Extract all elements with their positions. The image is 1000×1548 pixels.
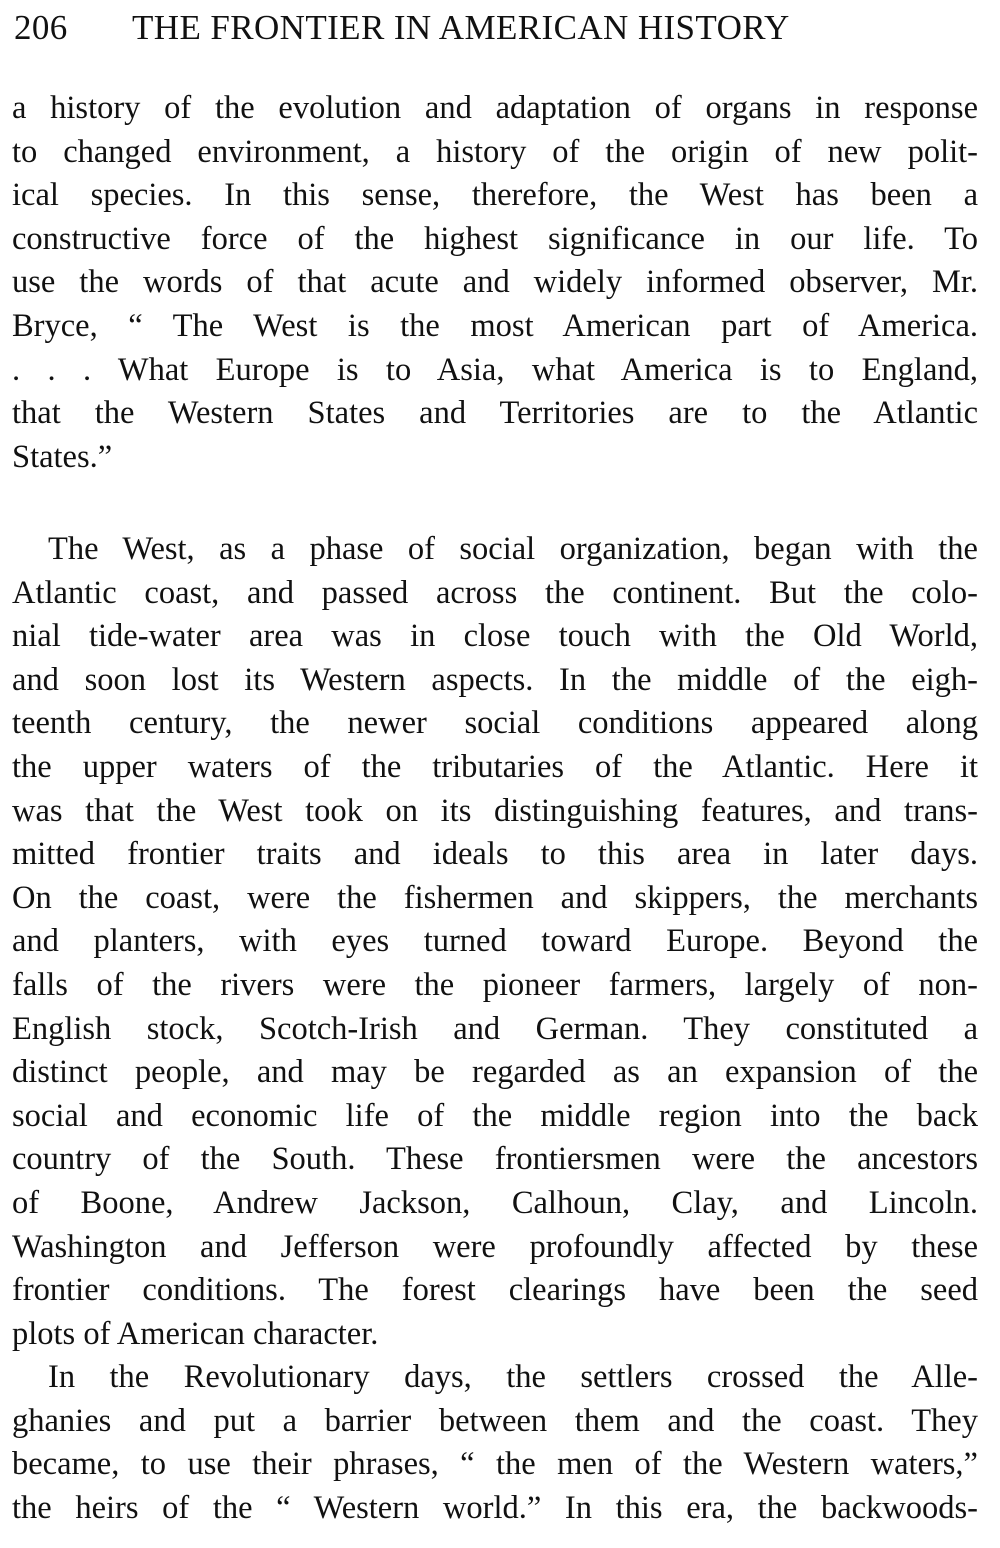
text-line: ghanies and put a barrier between them and the coast. They bbox=[12, 1402, 978, 1439]
text-line: mitted frontier traits and ideals to this area in later days. bbox=[12, 836, 978, 873]
text-line: Washington and Jefferson were profoundly affected by these bbox=[12, 1228, 978, 1265]
text-line: Atlantic coast, and passed across the continent. But the colo- bbox=[12, 574, 978, 611]
text-line: teenth century, the newer social conditions appeared along bbox=[12, 705, 978, 742]
text-line: frontier conditions. The forest clearings have been the seed bbox=[12, 1272, 978, 1309]
text-line: nial tide-water area was in close touch with the Old World, bbox=[12, 618, 978, 655]
text-line: use the words of that acute and widely informed observer, Mr. bbox=[12, 264, 978, 301]
page-number: 206 bbox=[14, 8, 68, 47]
text-line: distinct people, and may be regarded as an expansion of the bbox=[12, 1054, 978, 1091]
text-line: was that the West took on its distinguishing features, and trans- bbox=[12, 792, 978, 829]
text-line: falls of the rivers were the pioneer farmers, largely of non- bbox=[12, 966, 978, 1003]
text-line: The West, as a phase of social organization, began with the bbox=[48, 531, 978, 567]
text-line: . . . What Europe is to Asia, what America is to England, bbox=[12, 351, 978, 388]
text-line: the upper waters of the tributaries of the Atlantic. Here it bbox=[12, 748, 978, 785]
text-line: the heirs of the “ Western world.” In this era, the backwoods- bbox=[12, 1490, 978, 1527]
text-line: In the Revolutionary days, the settlers crossed the Alle- bbox=[48, 1359, 978, 1396]
text-line: to changed environment, a history of the origin of new polit- bbox=[12, 133, 978, 170]
running-head bbox=[14, 4, 984, 52]
text-line: English stock, Scotch-Irish and German. They constituted a bbox=[12, 1010, 978, 1047]
text-line: ical species. In this sense, therefore, the West has been a bbox=[12, 177, 978, 214]
text-line: became, to use their phrases, “ the men of the Western waters,” bbox=[12, 1446, 978, 1483]
text-line: Bryce, “ The West is the most American part of America. bbox=[12, 307, 978, 344]
text-line: country of the South. These frontiersmen were the ancestors bbox=[12, 1141, 978, 1178]
text-line: constructive force of the highest significance in our life. To bbox=[12, 220, 978, 257]
text-line: plots of American character. bbox=[12, 1315, 379, 1352]
text-line: and soon lost its Western aspects. In the middle of the eigh- bbox=[12, 661, 978, 698]
running-head-title: THE FRONTIER IN AMERICAN HISTORY bbox=[132, 8, 790, 47]
text-line: On the coast, were the fishermen and skippers, the merchants bbox=[12, 879, 978, 916]
text-line: of Boone, Andrew Jackson, Calhoun, Clay, and Lincoln. bbox=[12, 1184, 978, 1221]
text-line: a history of the evolution and adaptation of organs in response bbox=[12, 90, 978, 126]
text-line: that the Western States and Territories are to the Atlantic bbox=[12, 395, 978, 432]
text-line: States.” bbox=[12, 438, 113, 475]
paragraph-1 bbox=[12, 87, 978, 479]
paragraph-2 bbox=[12, 528, 978, 1531]
text-line: and planters, with eyes turned toward Europe. Beyond the bbox=[12, 923, 978, 960]
text-line: social and economic life of the middle region into the back bbox=[12, 1097, 978, 1134]
